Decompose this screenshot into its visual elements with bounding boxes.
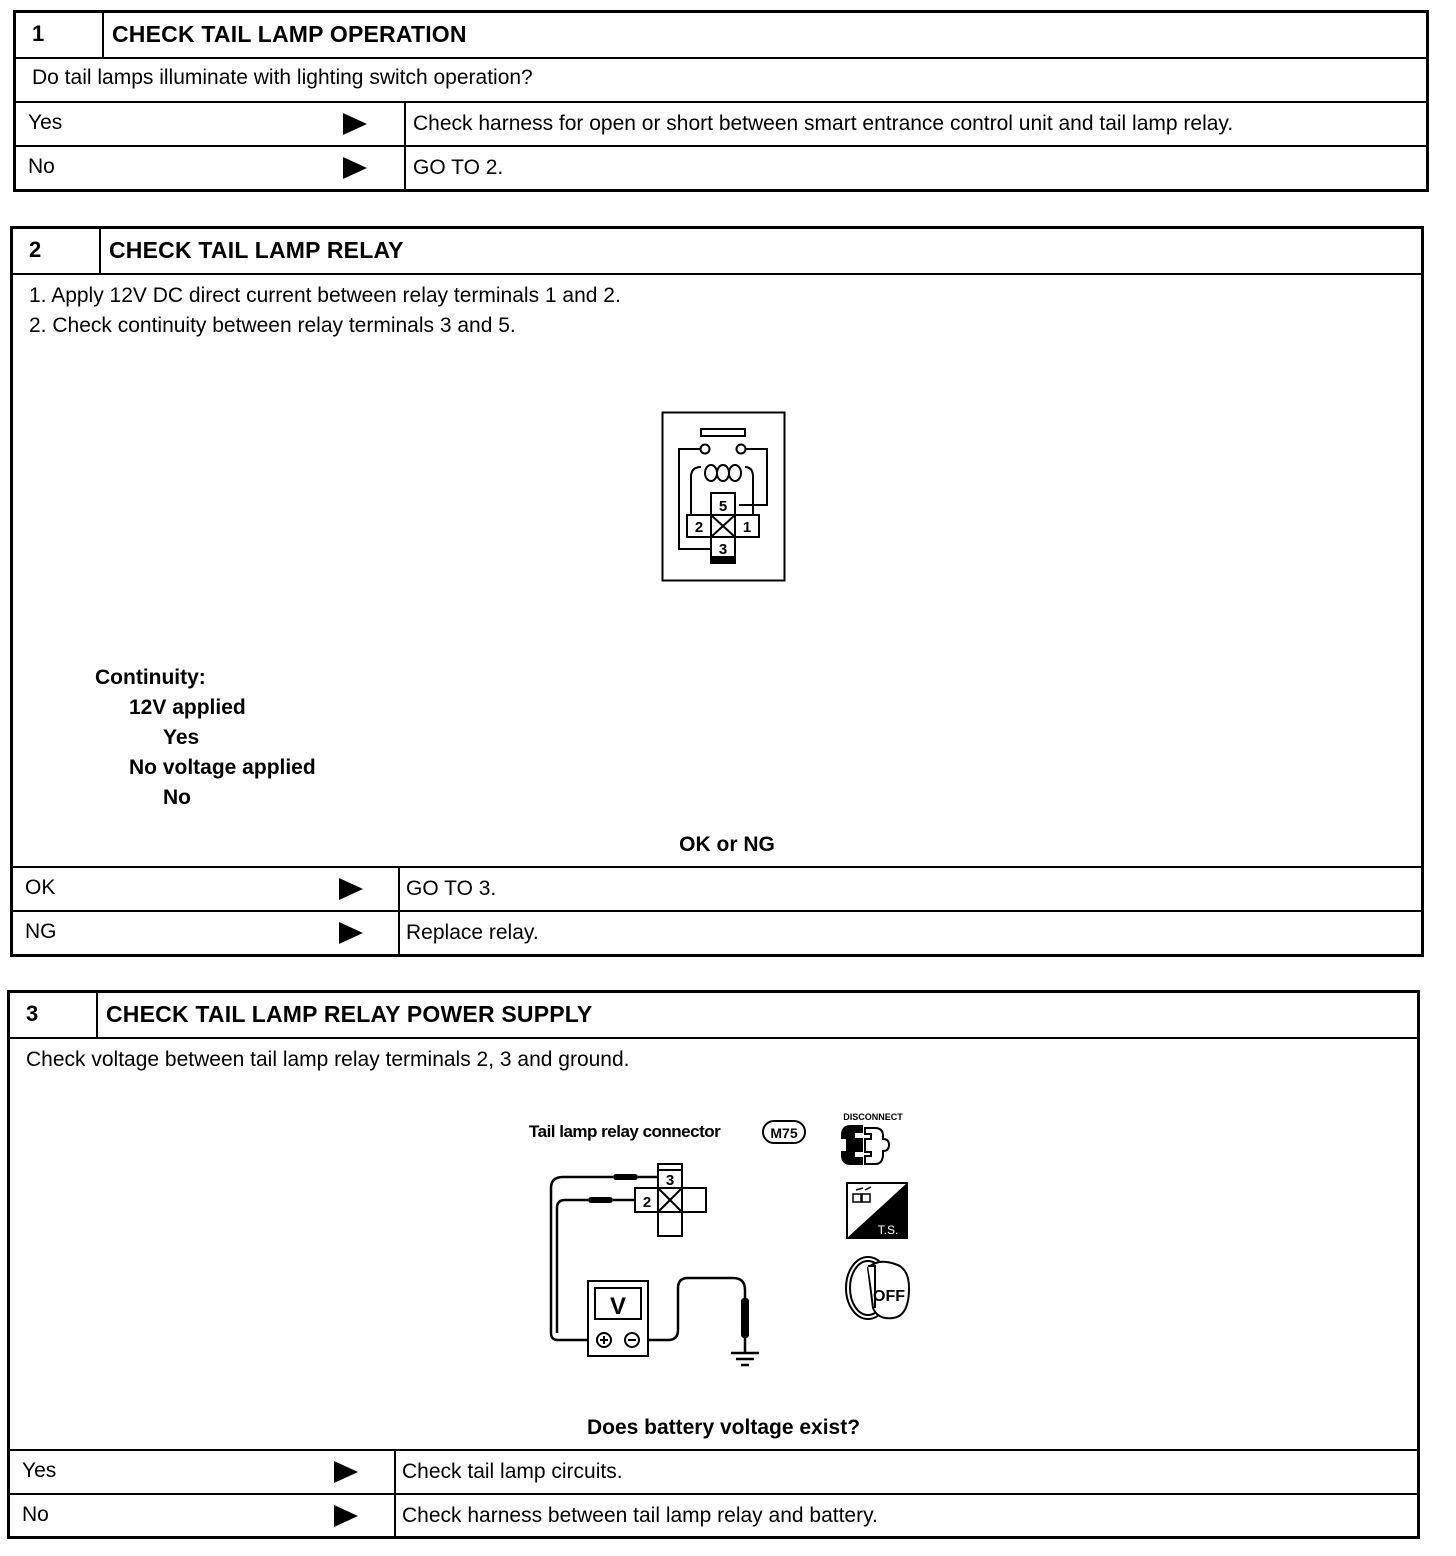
voltage-test-diagram xyxy=(523,1108,923,1378)
divider xyxy=(404,103,406,145)
divider xyxy=(398,912,400,954)
disconnect-label: DISCONNECT xyxy=(843,1112,903,1122)
terminal-1-label: 1 xyxy=(742,519,752,536)
terminal-3-label: 3 xyxy=(665,1172,675,1189)
connector-label: Tail lamp relay connector xyxy=(529,1122,721,1141)
outcome-result: Check harness for open or short between smart entrance control unit and tail lamp relay. xyxy=(413,112,1234,135)
ground-icon xyxy=(731,1353,759,1365)
divider xyxy=(398,868,400,910)
step-title: CHECK TAIL LAMP RELAY xyxy=(109,237,404,263)
step-question: Do tail lamps illuminate with lighting switch operation? xyxy=(32,66,533,89)
connector-id: M75 xyxy=(770,1125,798,1141)
relay-contact-bar xyxy=(701,429,745,436)
step-3-header xyxy=(10,993,1417,1039)
step-number: 3 xyxy=(10,993,98,1037)
step-2-panel xyxy=(10,226,1424,957)
step-1-header xyxy=(16,13,1426,59)
spec-condition-1: 12V applied xyxy=(129,696,246,719)
outcome-result: Check harness between tail lamp relay and battery. xyxy=(402,1504,878,1527)
off-label: OFF xyxy=(873,1288,905,1305)
terminal-2-label: 2 xyxy=(642,1194,652,1211)
step-number: 1 xyxy=(16,13,104,57)
divider xyxy=(404,147,406,189)
disconnect-icon xyxy=(841,1125,889,1165)
outcome-label: No xyxy=(22,1503,49,1526)
contact-point xyxy=(737,445,746,454)
spec-heading: Continuity: xyxy=(95,666,206,689)
outcome-row-yes[interactable] xyxy=(10,1449,1417,1493)
terminal-3-label: 3 xyxy=(718,541,728,558)
spec-value-1: Yes xyxy=(163,726,200,749)
instruction-2: 2. Check continuity between relay terminals 3 and 5. xyxy=(29,314,516,337)
terminal-2-label: 2 xyxy=(694,519,704,536)
arrow-right-icon xyxy=(339,922,363,944)
instruction-1: 1. Apply 12V DC direct current between relay terminals 1 and 2. xyxy=(29,284,621,307)
divider xyxy=(394,1451,396,1493)
contact-point xyxy=(701,445,710,454)
step-title: CHECK TAIL LAMP RELAY POWER SUPPLY xyxy=(106,1001,593,1027)
outcome-label: Yes xyxy=(22,1459,57,1482)
terminal-5-label: 5 xyxy=(718,498,728,515)
outcome-label: Yes xyxy=(28,111,63,134)
spec-value-2: No xyxy=(163,786,191,809)
outcome-result: Check tail lamp circuits. xyxy=(402,1460,623,1483)
step-question: OK or NG xyxy=(679,833,775,856)
arrow-right-icon xyxy=(334,1461,358,1483)
outcome-label: No xyxy=(28,155,55,178)
step-2-header xyxy=(13,229,1421,275)
step-question: Does battery voltage exist? xyxy=(586,1416,861,1439)
outcome-row-no[interactable] xyxy=(10,1493,1417,1537)
spec-condition-2: No voltage applied xyxy=(129,756,316,779)
step-1-panel xyxy=(13,10,1429,192)
outcome-row-ng[interactable] xyxy=(13,910,1421,954)
divider xyxy=(394,1495,396,1537)
outcome-row-ok[interactable] xyxy=(13,866,1421,910)
arrow-right-icon xyxy=(343,157,367,179)
step-title: CHECK TAIL LAMP OPERATION xyxy=(112,21,467,47)
step-3-panel xyxy=(7,990,1420,1539)
arrow-right-icon xyxy=(343,113,367,135)
ts-label: T.S. xyxy=(877,1223,899,1237)
relay-diagram xyxy=(661,411,787,583)
meter-label: V xyxy=(609,1293,627,1320)
outcome-result: GO TO 3. xyxy=(406,877,497,900)
arrow-right-icon xyxy=(339,878,363,900)
outcome-result: Replace relay. xyxy=(406,921,539,944)
outcome-row-no[interactable] xyxy=(16,145,1426,189)
outcome-label: NG xyxy=(25,920,57,943)
step-instruction: Check voltage between tail lamp relay terminals 2, 3 and ground. xyxy=(26,1048,630,1071)
arrow-right-icon xyxy=(334,1505,358,1527)
step-number: 2 xyxy=(13,229,101,273)
outcome-row-yes[interactable] xyxy=(16,101,1426,145)
outcome-result: GO TO 2. xyxy=(413,156,504,179)
outcome-label: OK xyxy=(25,876,56,899)
